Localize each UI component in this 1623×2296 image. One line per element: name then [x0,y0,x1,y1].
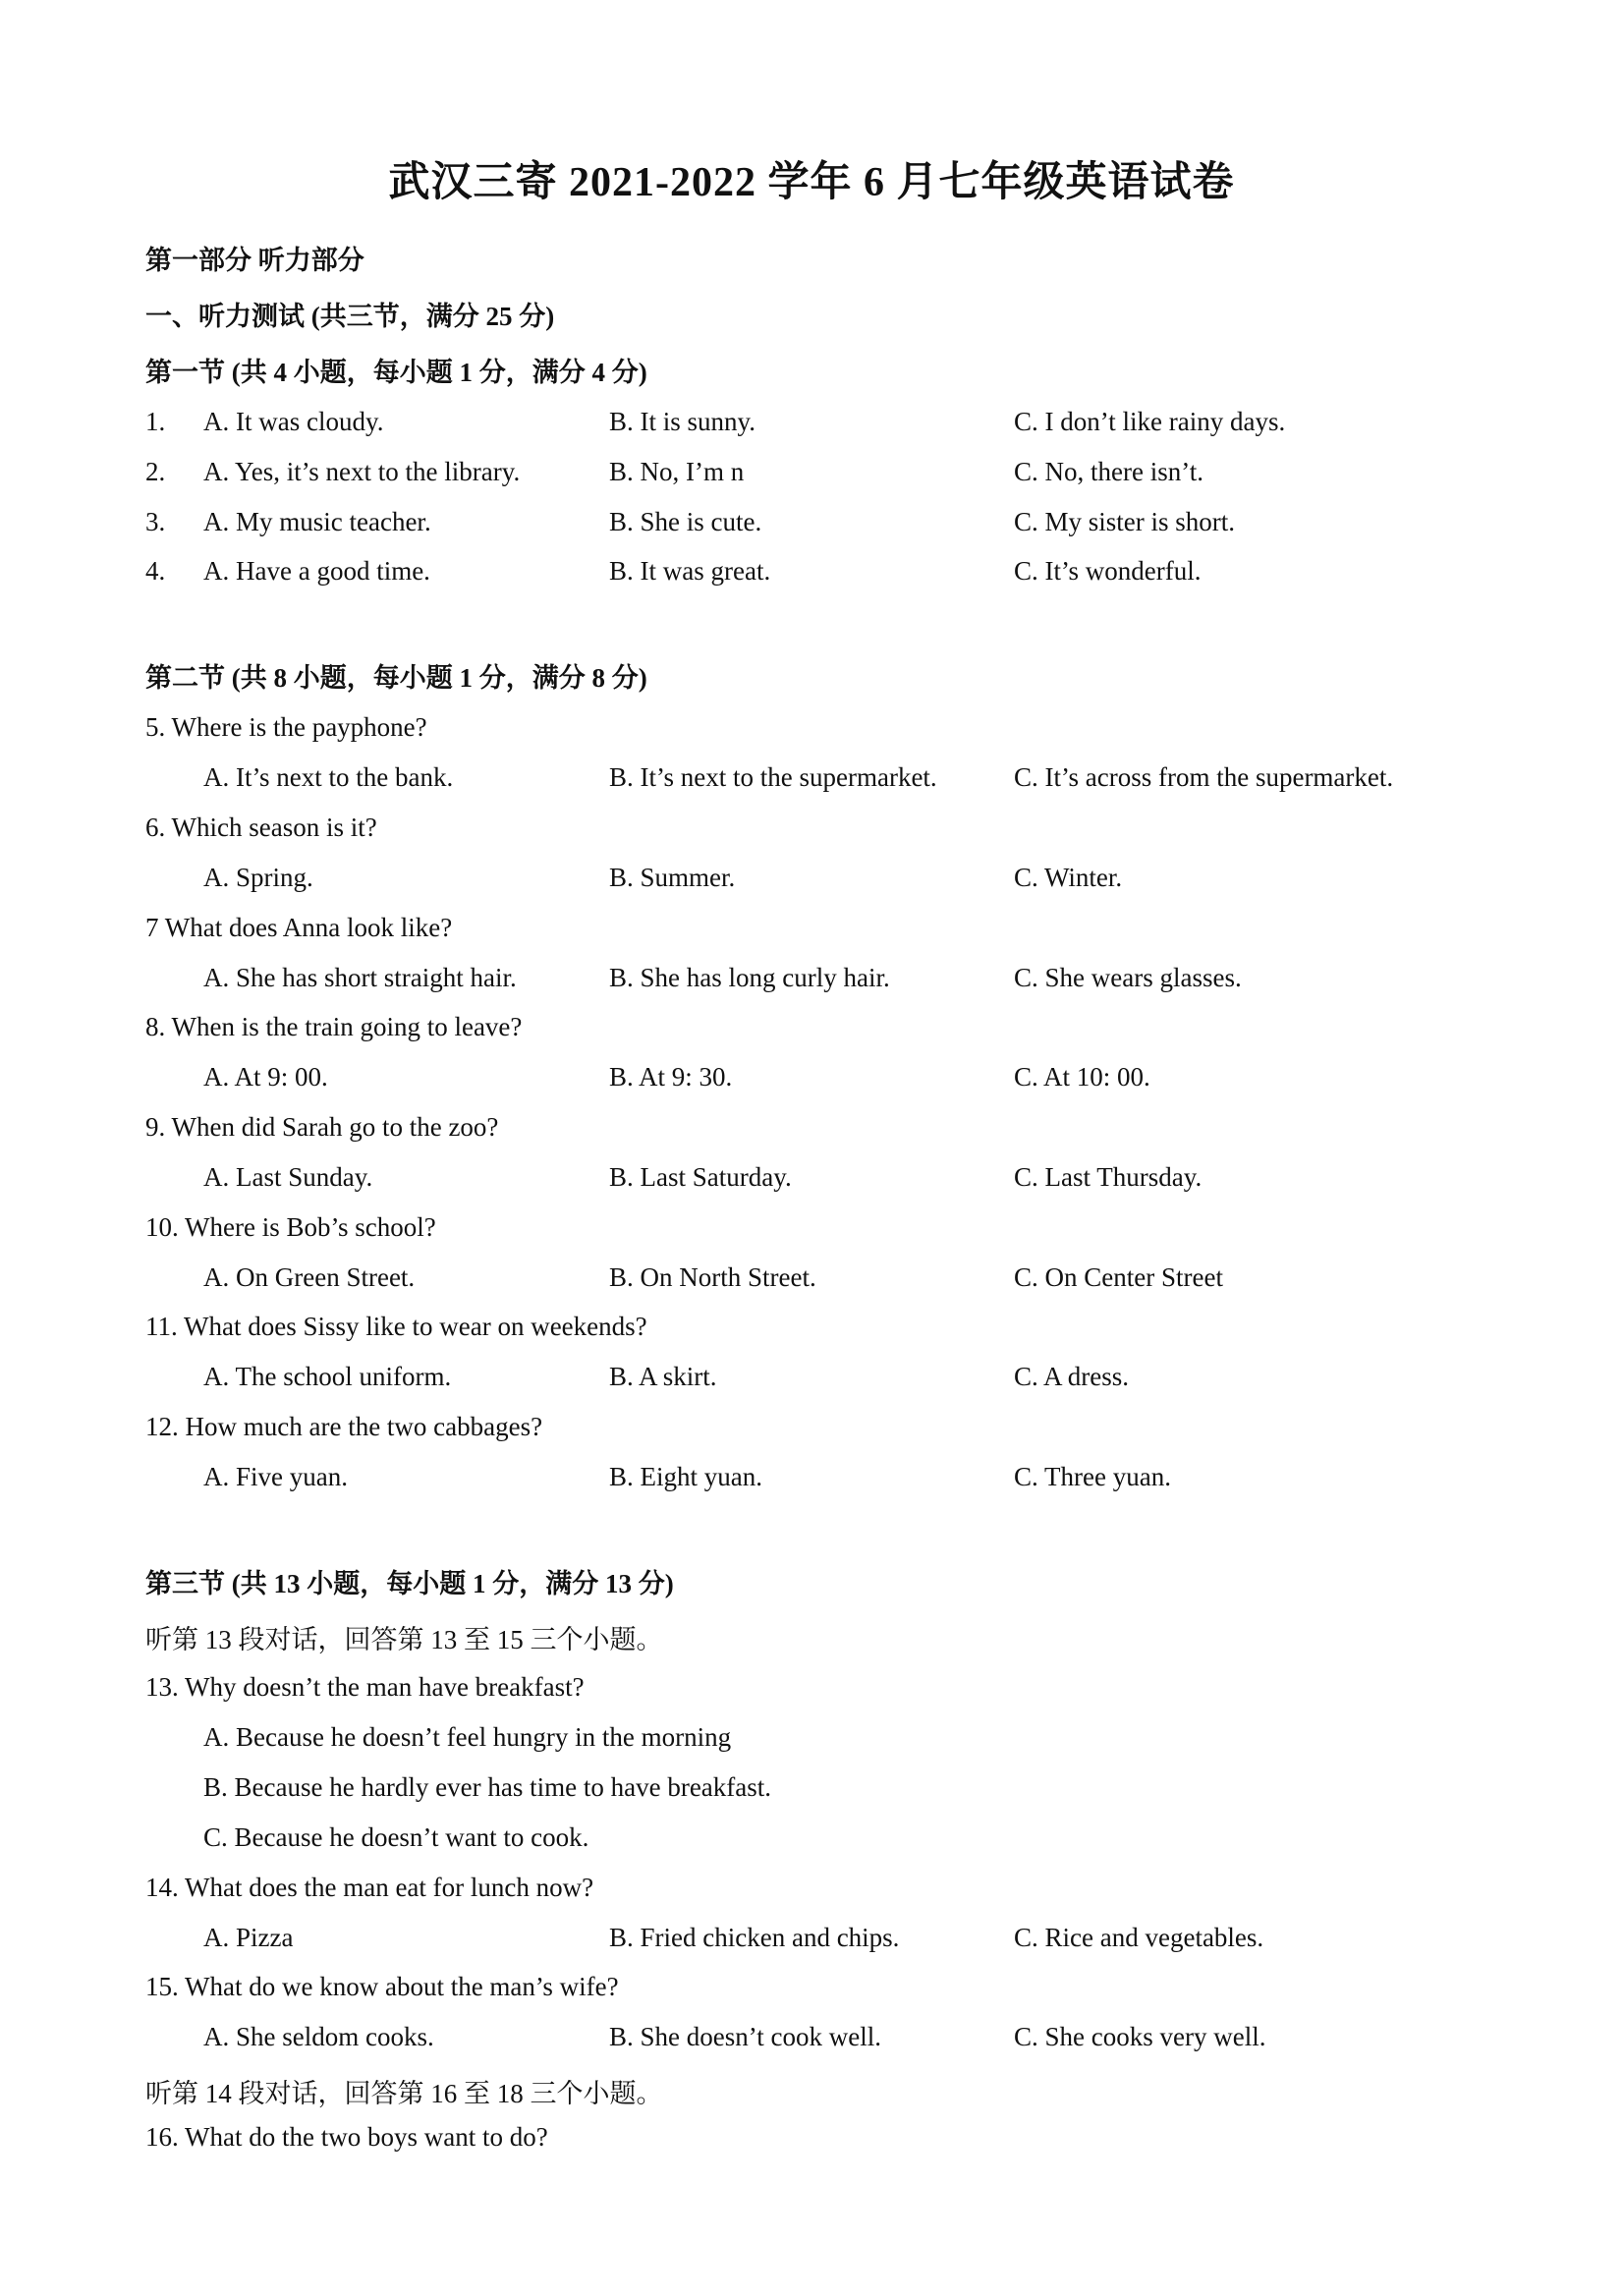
option-a: A. She seldom cooks. [203,2022,434,2051]
option-c: C. Last Thursday. [1014,1162,1203,1192]
question-text: 5. Where is the payphone? [145,712,427,742]
option-a: A. Have a good time. [203,556,430,586]
question-number: 2. [145,457,166,486]
option-a: A. Spring. [203,863,313,892]
option-b: B. She has long curly hair. [609,963,890,992]
option-b: B. At 9: 30. [609,1062,733,1092]
question-text: 16. What do the two boys want to do? [145,2122,548,2152]
option-a: A. Yes, it’s next to the library. [203,457,521,486]
question-text: 6. Which season is it? [145,812,377,842]
section3-heading: 第三节 (共 13 小题，每小题 1 分，满分 13 分) [145,1569,674,1598]
option-b: B. She doesn’t cook well. [609,2022,881,2051]
option-c: C. Three yuan. [1014,1462,1171,1491]
option-b: B. On North Street. [609,1262,816,1292]
section1-heading: 第一节 (共 4 小题，每小题 1 分，满分 4 分) [145,358,647,387]
option-b: B. Because he hardly ever has time to have breakfast. [203,1772,772,1802]
option-b: B. It is sunny. [609,407,756,436]
question-text: 14. What does the man eat for lunch now? [145,1873,594,1902]
option-c: C. It’s wonderful. [1014,556,1202,586]
question-text: 11. What does Sissy like to wear on weekends? [145,1312,647,1341]
option-a: A. My music teacher. [203,507,431,536]
question-text: 13. Why doesn’t the man have breakfast? [145,1672,585,1702]
option-a: A. Five yuan. [203,1462,348,1491]
question-number: 1. [145,407,166,436]
question-text: 12. How much are the two cabbages? [145,1412,543,1441]
option-b: B. It’s next to the supermarket. [609,762,937,792]
question-text: 9. When did Sarah go to the zoo? [145,1112,499,1142]
option-c: C. Winter. [1014,863,1123,892]
option-a: A. It was cloudy. [203,407,384,436]
option-a: A. It’s next to the bank. [203,762,454,792]
option-c: C. My sister is short. [1014,507,1236,536]
option-c: C. I don’t like rainy days. [1014,407,1286,436]
question-text: 10. Where is Bob’s school? [145,1212,436,1242]
question-text: 8. When is the train going to leave? [145,1012,523,1041]
option-a: A. On Green Street. [203,1262,416,1292]
section2-heading: 第二节 (共 8 小题，每小题 1 分，满分 8 分) [145,663,647,693]
section-main-heading: 一、听力测试 (共三节，满分 25 分) [145,302,555,331]
option-c: C. No, there isn’t. [1014,457,1203,486]
question-text: 7 What does Anna look like? [145,913,453,942]
option-a: A. She has short straight hair. [203,963,517,992]
option-c: C. Rice and vegetables. [1014,1923,1264,1952]
option-c: C. She wears glasses. [1014,963,1242,992]
option-b: B. No, I’m n [609,457,745,486]
option-c: C. A dress. [1014,1362,1130,1391]
part-heading: 第一部分 听力部分 [145,246,364,275]
option-c: C. At 10: 00. [1014,1062,1150,1092]
option-b: B. Last Saturday. [609,1162,792,1192]
option-a: A. Because he doesn’t feel hungry in the morning [203,1722,732,1752]
option-a: A. Last Sunday. [203,1162,373,1192]
option-a: A. At 9: 00. [203,1062,328,1092]
option-c: C. She cooks very well. [1014,2022,1266,2051]
option-a: A. Pizza [203,1923,294,1952]
page-title: 武汉三寄 2021-2022 学年 6 月七年级英语试卷 [388,160,1235,205]
question-text: 15. What do we know about the man’s wife? [145,1972,619,2001]
option-a: A. The school uniform. [203,1362,452,1391]
question-number: 4. [145,556,166,586]
option-b: B. Eight yuan. [609,1462,762,1491]
dialogue-intro: 听第 14 段对话，回答第 16 至 18 三个小题。 [145,2079,663,2108]
option-b: B. Fried chicken and chips. [609,1923,900,1952]
option-c: C. Because he doesn’t want to cook. [203,1822,589,1852]
dialogue-intro: 听第 13 段对话，回答第 13 至 15 三个小题。 [145,1625,663,1654]
question-number: 3. [145,507,166,536]
option-b: B. Summer. [609,863,736,892]
option-c: C. On Center Street [1014,1262,1223,1292]
option-b: B. She is cute. [609,507,762,536]
option-b: B. It was great. [609,556,771,586]
option-c: C. It’s across from the supermarket. [1014,762,1394,792]
option-b: B. A skirt. [609,1362,717,1391]
